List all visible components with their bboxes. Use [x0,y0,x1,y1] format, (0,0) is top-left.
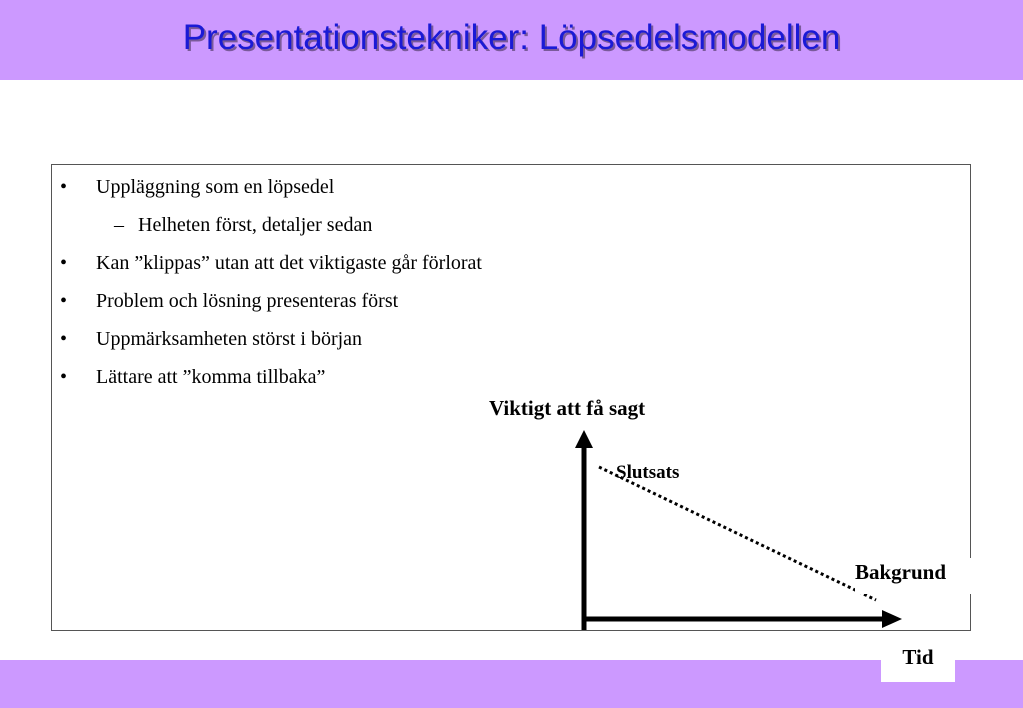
x-axis-arrowhead [882,610,902,628]
bullet-text: Lättare att ”komma tillbaka” [96,366,326,388]
y-axis-label: Viktigt att få sagt [489,396,646,420]
bakgrund-label: Bakgrund [855,558,971,594]
sub-bullet-text: Helheten först, detaljer sedan [138,214,373,236]
bullet-text: Uppmärksamheten störst i början [96,328,363,350]
bullet-marker: • [60,176,68,198]
importance-trend-line [599,467,876,600]
bullet-text: Kan ”klippas” utan att det viktigaste går förlorat [96,252,482,274]
dash-marker: – [114,214,124,236]
y-axis-arrowhead [575,430,593,448]
slide-title: Presentationstekniker: Löpsedelsmodellen [182,18,841,57]
bullet-marker: • [60,252,68,274]
bullet-text: Problem och lösning presenteras först [96,290,399,312]
bullet-marker: • [60,366,68,388]
x-axis-label: Tid [881,640,955,682]
slutsats-label: Slutsats [616,462,680,483]
bullet-marker: • [60,290,68,312]
bullet-marker: • [60,328,68,350]
bullet-text: Uppläggning som en löpsedel [96,176,335,198]
footer-band [0,660,1023,708]
